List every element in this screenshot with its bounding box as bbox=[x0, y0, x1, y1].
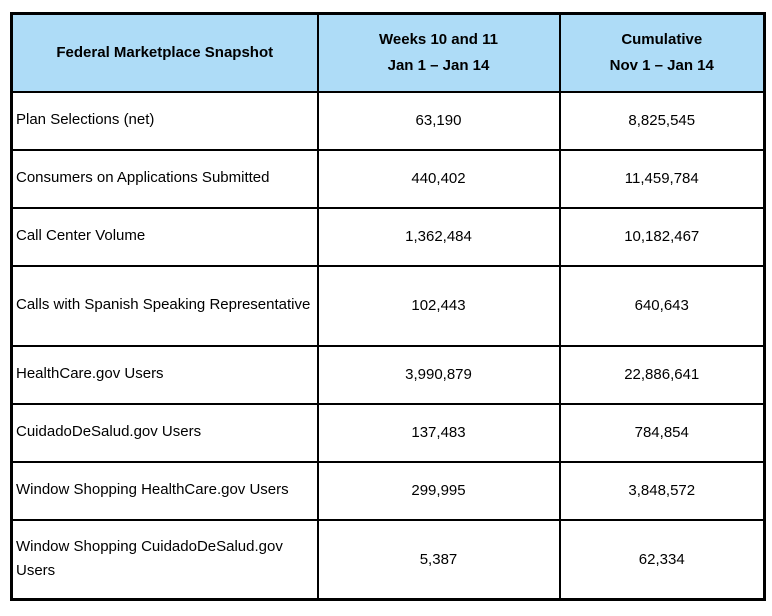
row-weekly-value: 102,443 bbox=[318, 266, 560, 346]
header-row bbox=[12, 14, 765, 92]
row-cumulative-value: 11,459,784 bbox=[560, 150, 765, 208]
table-header bbox=[12, 14, 765, 92]
federal-marketplace-snapshot-table bbox=[10, 12, 766, 601]
row-cumulative-value: 8,825,545 bbox=[560, 92, 765, 150]
row-weekly-value: 1,362,484 bbox=[318, 208, 560, 266]
row-weekly-value: 5,387 bbox=[318, 520, 560, 600]
header-cell-title bbox=[12, 14, 318, 92]
table-body bbox=[12, 92, 765, 600]
header-cell-cumulative bbox=[560, 14, 765, 92]
table-row bbox=[12, 404, 765, 462]
row-weekly-value: 3,990,879 bbox=[318, 346, 560, 404]
row-weekly-value: 299,995 bbox=[318, 462, 560, 520]
row-weekly-value: 440,402 bbox=[318, 150, 560, 208]
table-row bbox=[12, 520, 765, 600]
table-row bbox=[12, 92, 765, 150]
row-label: Call Center Volume bbox=[12, 208, 318, 266]
table-title: Federal Marketplace Snapshot bbox=[56, 44, 274, 61]
row-cumulative-value: 10,182,467 bbox=[560, 208, 765, 266]
header-cumulative-line1: Cumulative bbox=[621, 31, 703, 49]
header-weekly-line1: Weeks 10 and 11 bbox=[379, 31, 498, 49]
row-label: HealthCare.gov Users bbox=[12, 346, 318, 404]
row-cumulative-value: 22,886,641 bbox=[560, 346, 765, 404]
table-row bbox=[12, 150, 765, 208]
table-row bbox=[12, 462, 765, 520]
row-label: CuidadoDeSalud.gov Users bbox=[12, 404, 318, 462]
header-cell-weekly bbox=[318, 14, 560, 92]
row-label: Plan Selections (net) bbox=[12, 92, 318, 150]
row-cumulative-value: 3,848,572 bbox=[560, 462, 765, 520]
row-weekly-value: 137,483 bbox=[318, 404, 560, 462]
row-weekly-value: 63,190 bbox=[318, 92, 560, 150]
row-label: Calls with Spanish Speaking Representative bbox=[12, 266, 318, 346]
row-label: Consumers on Applications Submitted bbox=[12, 150, 318, 208]
table-row bbox=[12, 266, 765, 346]
row-label: Window Shopping CuidadoDeSalud.gov Users bbox=[12, 520, 318, 600]
table-row bbox=[12, 208, 765, 266]
row-cumulative-value: 62,334 bbox=[560, 520, 765, 600]
header-weekly-line2: Jan 1 – Jan 14 bbox=[387, 56, 490, 74]
header-cumulative-line2: Nov 1 – Jan 14 bbox=[609, 56, 714, 74]
row-label: Window Shopping HealthCare.gov Users bbox=[12, 462, 318, 520]
table-row bbox=[12, 346, 765, 404]
row-cumulative-value: 784,854 bbox=[560, 404, 765, 462]
row-cumulative-value: 640,643 bbox=[560, 266, 765, 346]
